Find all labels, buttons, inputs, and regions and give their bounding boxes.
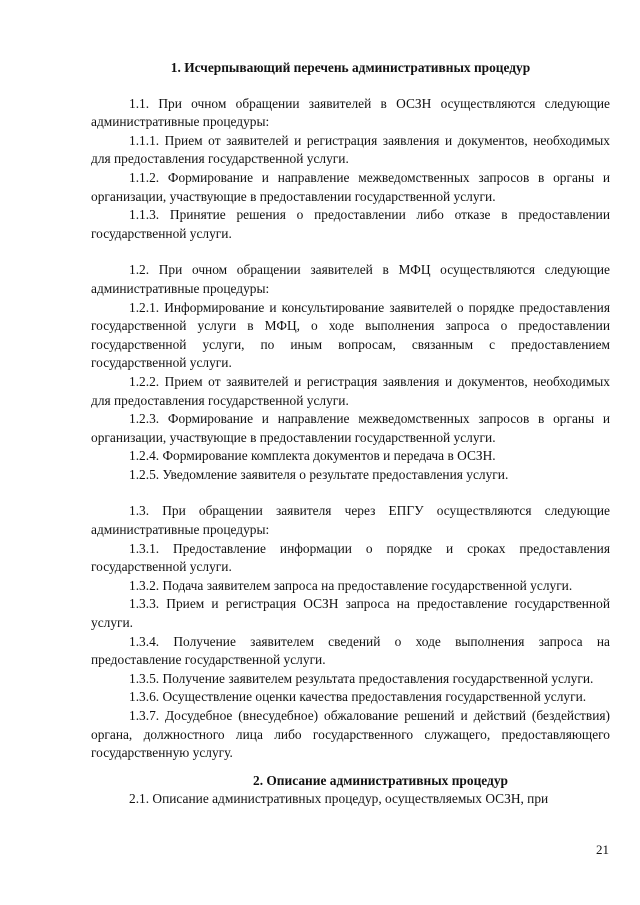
paragraph-1-2-3: 1.2.3. Формирование и направление межведомственных запросов в органы и организации, участвующие в предоставлении государственной услуги. [91,411,610,445]
paragraph-2-1: 2.1. Описание административных процедур, осуществляемых ОСЗН, при [129,791,549,807]
section-1-heading: 1. Исчерпывающий перечень административных процедур [170,60,531,75]
document-body [91,59,610,809]
paragraph-1-2: 1.2. При очном обращении заявителей в МФЦ осуществляются следующие административные процедуры: [91,262,610,296]
paragraph-1-3-5: 1.3.5. Получение заявителем результата предоставления государственной услуги. [129,670,594,686]
paragraph-1-2-4: 1.2.4. Формирование комплекта документов и передача в ОСЗН. [129,448,496,464]
spacer [91,484,610,502]
paragraph-1-1-3: 1.1.3. Принятие решения о предоставлении либо отказе в предоставлении государственной услуги. [91,207,610,241]
paragraph-1-1-2: 1.1.2. Формирование и направление межведомственных запросов в органы и организации, участвующие в предоставлении государственной услуги. [91,169,610,204]
paragraph-1-3-1: 1.3.1. Предоставление информации о порядке и сроках предоставления государственной услуги. [91,540,610,575]
paragraph-1-3-4: 1.3.4. Получение заявителем сведений о ходе выполнения запроса на предоставление государственной услуги. [91,633,610,668]
spacer [91,763,610,772]
spacer [91,243,610,261]
page-number: 21 [596,842,609,857]
paragraph-1-2-1: 1.2.1. Информирование и консультирование заявителей о порядке предоставления государственной услуги в МФЦ, о ходе выполнения запроса о предоставлении государственной услуги, по иным вопросам, связанным с предоставлением государственной услуги. [91,299,610,371]
paragraph-1-3-6: 1.3.6. Осуществление оценки качества предоставления государственной услуги. [129,689,587,705]
section-2-heading: 2. Описание административных процедур [253,772,508,788]
paragraph-1-3-2: 1.3.2. Подача заявителем запроса на предоставление государственной услуги. [129,577,573,593]
paragraph-1-2-5: 1.2.5. Уведомление заявителя о результате предоставления услуги. [129,466,509,482]
paragraph-1-3-3: 1.3.3. Прием и регистрация ОСЗН запроса на предоставление государственной услуги. [91,596,610,631]
paragraph-1-3: 1.3. При обращении заявителя через ЕПГУ осуществляются следующие административные процедуры: [91,503,610,538]
paragraph-1-1-1: 1.1.1. Прием от заявителей и регистрация заявления и документов, необходимых для предоставления государственной услуги. [91,132,610,167]
paragraph-1-2-2: 1.2.2. Прием от заявителей и регистрация заявления и документов, необходимых для предоставления государственной услуги. [91,373,610,408]
paragraph-1-1: 1.1. При очном обращении заявителей в ОСЗН осуществляются следующие административные процедуры: [91,95,610,130]
paragraph-1-3-7: 1.3.7. Досудебное (внесудебное) обжалование решений и действий (бездействия) органа, должностного лица либо государственного служащего, предоставляющего государственную услугу. [91,708,610,761]
